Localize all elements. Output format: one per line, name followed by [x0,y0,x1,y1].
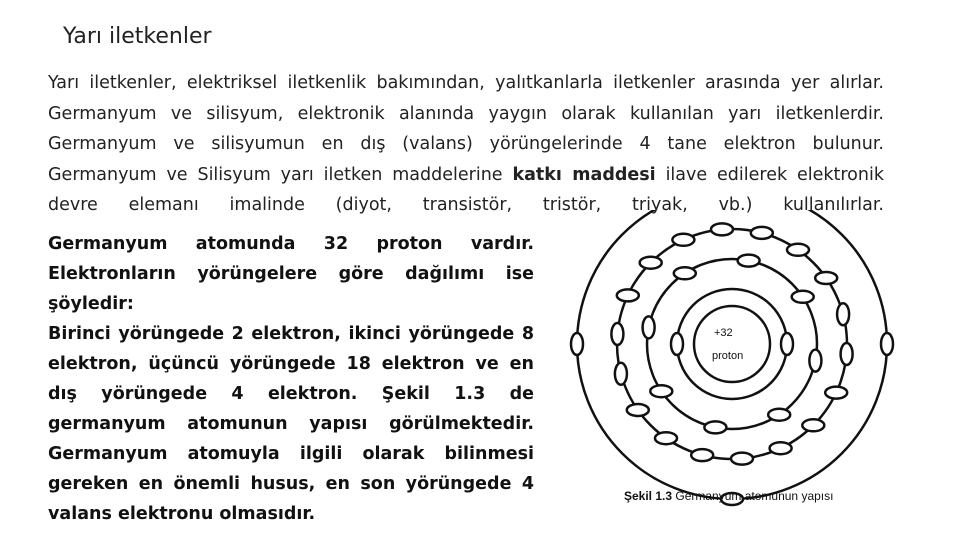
electron-shell-3 [731,453,753,465]
nucleus [694,306,770,382]
electron-shell-2 [768,409,790,421]
electron-shell-3 [787,244,809,256]
electron-shell-3 [815,272,837,284]
germanium-paragraph [48,229,534,529]
electron-shell-3 [770,442,792,454]
germanium-intro: Germanyum atomunda 32 proton vardır. Elektronların yörüngelere göre dağılımı ise şöyledir: [48,234,534,314]
electron-shell-3 [611,323,623,345]
germanium-body: Birinci yörüngede 2 elektron, ikinci yörüngede 8 elektron, üçüncü yörüngede 18 elektron ve en dış yörüngede 4 elektron. Şekil 1.3 de germanyum atomunun yapısı görülmektedir. Germanyum atomuyla ilgili olarak bilinmesi gereken en önemli husus, en son yörüngede 4 valans elektronu olmasıdır. [48,324,534,524]
figure-caption-label: Şekil 1.3 [624,489,673,503]
electron-shell-3 [672,234,694,246]
figure-caption [624,489,833,503]
electron-shell-2 [650,385,672,397]
electron-shell-3 [617,289,639,301]
intro-paragraph [48,68,884,221]
electron-shell-3 [711,223,733,235]
electron-shell-3 [837,303,849,325]
nucleus-charge: +32 [714,327,733,339]
electron-shell-3 [640,257,662,269]
intro-text-tail: kullanılırlar. [783,195,884,215]
intro-paragraph-clip [48,68,884,224]
electron-shell-3 [825,387,847,399]
electron-shell-4 [571,333,583,355]
nucleus-label: proton [712,350,744,362]
electron-shell-3 [751,227,773,239]
intro-text-part1: Yarı iletkenler, elektriksel iletkenlik bakımından, yalıtkanlarla iletkenler arasında yer alırlar. Germanyum ve silisyum, elektronik alanında yaygın olarak kullanılan yarı iletkenlerdir. Germanyum ve silisyumun en dış (valans) yörüngelerinde 4 tane elektron bulunur. Germanyum ve Silisyum yarı iletken maddelerine [48,73,884,185]
electron-shell-2 [643,316,655,338]
electron-shell-3 [841,343,853,365]
electron-shell-2 [809,350,821,372]
intro-bold-term: katkı maddesi [512,164,656,185]
electron-shell-2 [704,421,726,433]
electron-shell-3 [691,449,713,461]
electron-shell-1 [781,333,793,355]
figure-caption-text: Germanyum atomunun yapısı [672,489,834,503]
electron-shell-3 [655,432,677,444]
electron-shell-3 [627,404,649,416]
page-title: Yarı iletkenler [63,24,212,49]
electron-shell-1 [671,333,683,355]
electron-shell-3 [615,363,627,385]
electron-shell-3 [802,419,824,431]
germanium-atom-diagram [560,210,940,510]
intro-text-part2: ilave edilerek elektronik devre elemanı imalinde (diyot, transistör, tristör, triyak, vb.) [48,164,884,215]
electron-shell-2 [674,267,696,279]
electron-shell-2 [792,291,814,303]
electron-shell-4 [881,333,893,355]
electron-shell-2 [738,255,760,267]
